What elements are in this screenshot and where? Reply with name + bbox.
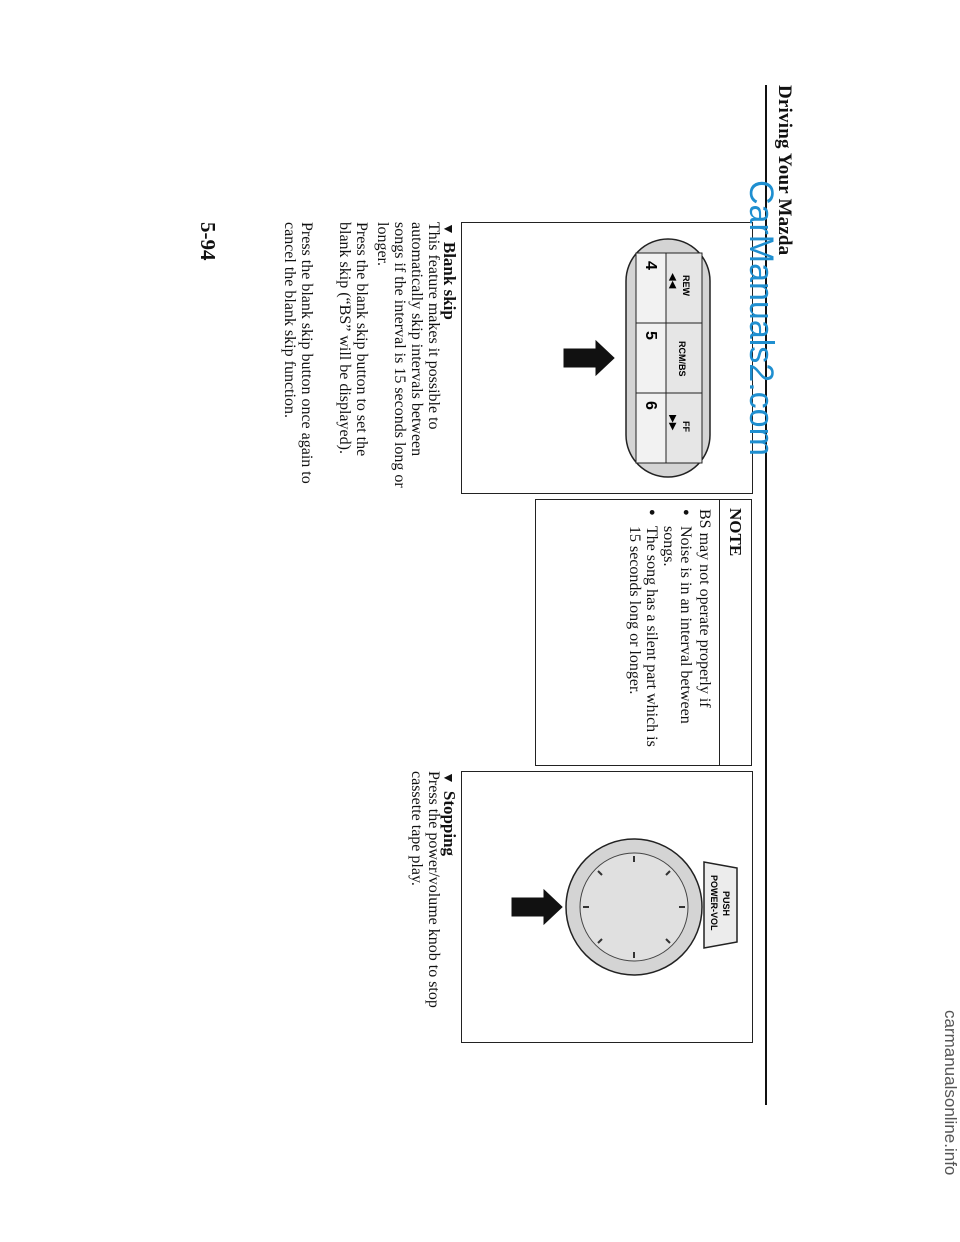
knob-label-push: PUSH xyxy=(721,891,731,917)
note-heading: NOTE xyxy=(719,500,751,765)
note-list xyxy=(626,509,694,756)
press-arrow-icon xyxy=(564,341,614,375)
blank-skip-figure xyxy=(461,222,753,494)
button-5-label: RCM/BS xyxy=(677,341,687,377)
fast-forward-icon: ▶▶ xyxy=(667,415,678,431)
button-6-number: 6 xyxy=(642,401,659,410)
press-arrow-icon xyxy=(512,890,562,924)
blank-skip-heading xyxy=(439,222,459,320)
button-4-number: 4 xyxy=(642,261,659,270)
page-number: 5-94 xyxy=(196,222,220,261)
blank-skip-paragraph-3: Press the blank skip button once again to cancel the blank skip function. xyxy=(281,222,315,484)
note-bullet-2: ● The song has a silent part which is 15 seconds long or longer. xyxy=(626,509,660,756)
stopping-paragraph: Press the power/volume knob to stop cassette tape play. xyxy=(408,771,442,1008)
rewind-icon: ◀◀ xyxy=(667,273,678,289)
stopping-heading xyxy=(439,771,459,856)
note-bullet-1: ● Noise is in an interval between songs. xyxy=(660,509,694,756)
section-marker-icon: ▼ xyxy=(440,771,455,785)
note-intro: BS may not operate properly if xyxy=(696,509,713,708)
page-header-title: Driving Your Mazda xyxy=(774,85,795,256)
site-watermark-logo: CarManuals2.com xyxy=(742,180,780,456)
stopping-figure xyxy=(461,771,753,1043)
button-5-number: 5 xyxy=(642,331,659,340)
blank-skip-paragraph-1: This feature makes it possible to automatically skip intervals between songs if the interval is 15 seconds long or longer. xyxy=(374,222,442,488)
footer-watermark: carmanualsonline.info xyxy=(941,1010,960,1176)
stopping-heading-text: Stopping xyxy=(440,790,459,857)
blank-skip-heading-text: Blank skip xyxy=(440,241,459,320)
preset-buttons-illustration xyxy=(462,223,752,493)
blank-skip-paragraph-2: Press the blank skip button to set the blank skip (“BS” will be displayed). xyxy=(336,222,370,457)
power-volume-knob-illustration xyxy=(462,772,752,1042)
section-marker-icon: ▼ xyxy=(440,222,455,236)
note-box xyxy=(535,499,752,766)
knob-label-power-vol: POWER-VOL xyxy=(709,875,719,931)
button-4-label: REW xyxy=(681,275,691,296)
button-6-label: FF xyxy=(681,421,691,432)
